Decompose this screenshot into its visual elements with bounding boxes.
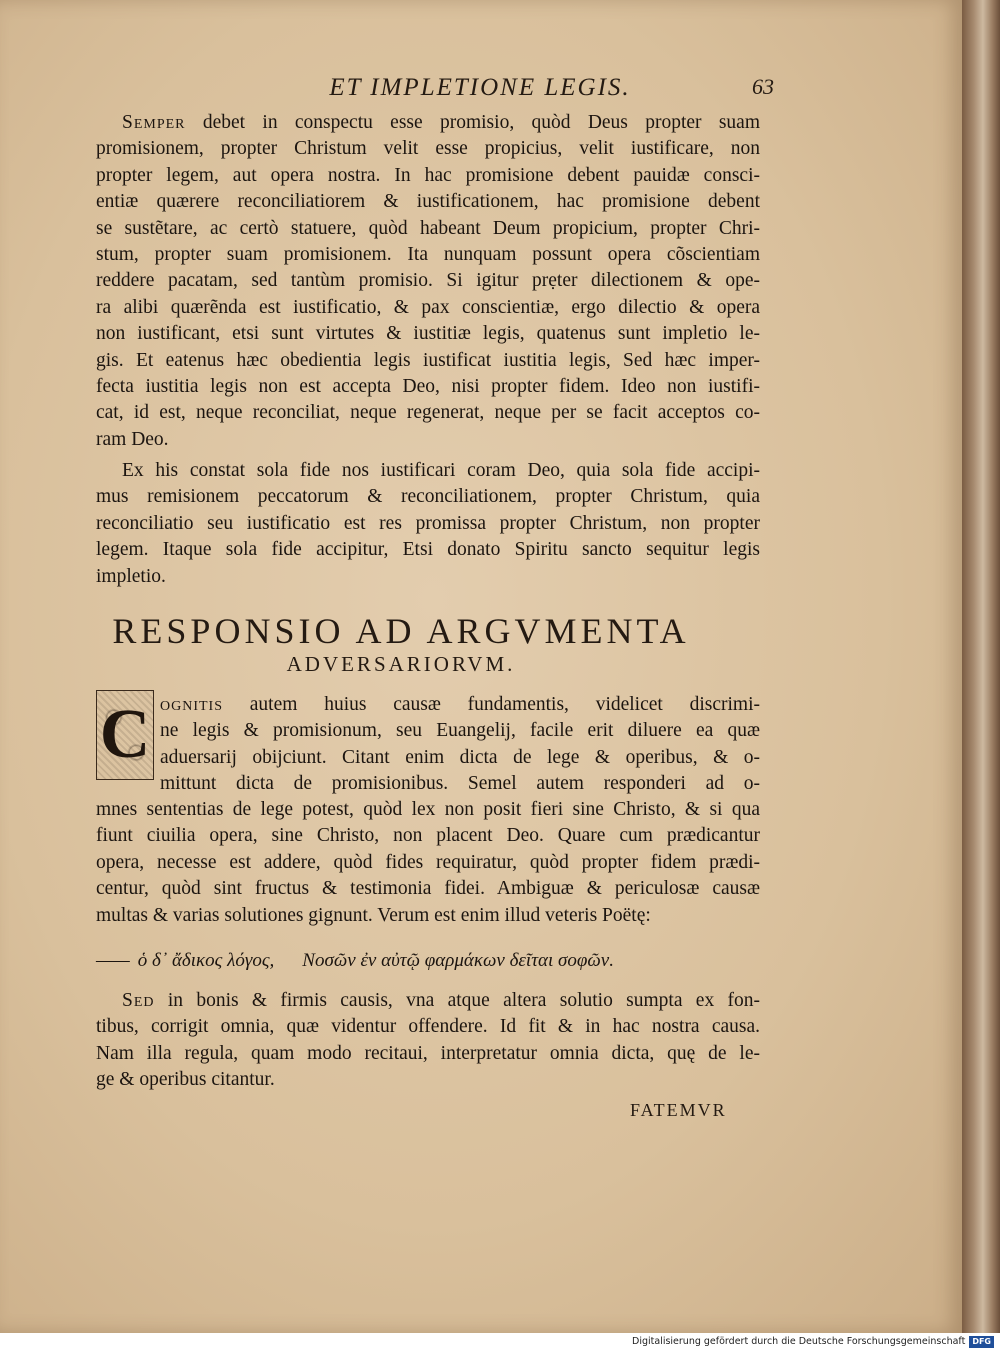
- book-spine-edge: [962, 0, 1000, 1333]
- section-heading: RESPONSIO AD ARGVMENTA: [112, 611, 690, 651]
- text-line: ne legis & promisionum, seu Euangelij, facile erit diluere ea quæ: [160, 720, 760, 742]
- lead-word: ognitis: [160, 694, 223, 715]
- paragraph-2: [96, 458, 760, 590]
- text-line: se sustẽtare, ac certò statuere, quòd habeant Deum propicium, propter Chri-: [96, 217, 760, 239]
- text-line: cat, id est, neque reconciliat, neque regenerat, neque per se facit acceptos co-: [96, 402, 760, 424]
- text-line: entiæ quærere reconciliatiorem & iustificationem, hac promisione debent: [96, 191, 760, 213]
- dfg-logo: DFG: [969, 1336, 994, 1348]
- digitization-footer: [0, 1333, 1000, 1350]
- text-line: stum, propter suam promisionem. Ita nunquam possunt opera cõscientiam: [96, 244, 760, 266]
- lead-word: Semper: [122, 112, 186, 133]
- text-line: legem. Itaque sola fide accipitur, Etsi donato Spiritu sancto sequitur legis: [96, 539, 760, 561]
- text-line: ram Deo.: [96, 428, 169, 450]
- text-line: [96, 110, 760, 136]
- line-text: autem huius causæ fundamentis, videlicet discrimi-: [249, 694, 761, 715]
- line-text: debet in conspectu esse promisio, quòd Deus propter suam: [202, 112, 760, 133]
- footer-text: Digitalisierung gefördert durch die Deutsche Forschungsgemeinschaft: [632, 1336, 966, 1347]
- decorated-initial: [96, 690, 154, 780]
- text-line: promisionem, propter Christum velit esse propicius, velit iustificare, non: [96, 138, 760, 160]
- text-line: mnes sententias de lege potest, quòd lex non posit fieri sine Christo, & si qua: [96, 799, 760, 820]
- text-line: Ex his constat sola fide nos iustificari coram Deo, quia sola fide accipi-: [122, 460, 760, 481]
- catchword: FATEMVR: [630, 1100, 727, 1120]
- text-line: mus remisionem peccatorum & reconciliationem, propter Christum, quia: [96, 486, 760, 508]
- page-number: 63: [752, 74, 774, 99]
- paragraph-4: [96, 988, 760, 1094]
- text-line: [96, 988, 760, 1014]
- greek-verse: [96, 950, 760, 972]
- text-line: [160, 692, 760, 718]
- text-line: reconciliatio seu iustificatio est res promissa propter Christum, non propter: [96, 512, 760, 534]
- initial-letter: C: [99, 696, 151, 773]
- text-line: fiunt ciuilia opera, sine Christo, non placent Deo. Quare cum prædicantur: [96, 825, 760, 847]
- text-line: ra alibi quærẽnda est iustificatio, & pax conscientiæ, ergo dilectio & opera: [96, 296, 760, 318]
- text-line: multas & varias solutiones gignunt. Verum est enim illud veteris Poëtę:: [96, 904, 651, 926]
- text-line: tibus, corrigit omnia, quæ videntur offendere. Id fit & in hac nostra causa.: [96, 1016, 760, 1038]
- text-line: non iustificant, etsi sunt virtutes & iustitiæ legis, quatenus sunt impletio le-: [96, 323, 760, 345]
- text-line: Nam illa regula, quam modo recitaui, interpretatur omnia dicta, quę de le-: [96, 1042, 760, 1064]
- text-line: centur, quòd sint fructus & testimonia fidei. Ambiguæ & periculosæ causæ: [96, 878, 760, 900]
- verse-part-1: ὁ δ᾽ ἄδικος λόγος,: [137, 950, 275, 971]
- verse-dash: ——: [96, 950, 130, 971]
- lead-word: Sed: [122, 990, 155, 1011]
- verse-part-2: Νοσῶν ἐν αὐτῷ φαρμάκων δεῖται σοφῶν.: [302, 950, 614, 971]
- section-subheading: ADVERSARIORVM.: [286, 652, 516, 676]
- text-line: aduersarij obijciunt. Citant enim dicta de lege & operibus, & o-: [160, 746, 760, 768]
- paragraph-1: [96, 110, 760, 453]
- running-head: ET IMPLETIONE LEGIS.: [329, 74, 631, 101]
- text-line: propter legem, aut opera nostra. In hac promisione debent pauidæ consci-: [96, 164, 760, 186]
- line-text: in bonis & firmis causis, vna atque altera solutio sumpta ex fon-: [167, 990, 761, 1011]
- paragraph-3-initial-lines: [160, 692, 760, 798]
- text-line: impletio.: [96, 565, 166, 587]
- text-line: gis. Et eatenus hæc obedientia legis iustificat iustitia legis, Sed hæc imper-: [96, 349, 760, 371]
- paragraph-3: [96, 797, 760, 929]
- text-line: fecta iustitia legis non est accepta Deo, nisi propter fidem. Ideo non iustifi-: [96, 376, 760, 398]
- text-line: ge & operibus citantur.: [96, 1069, 275, 1091]
- text-line: opera, necesse est addere, quòd fides requiratur, quòd propter fidem prædi-: [96, 851, 760, 873]
- text-line: mittunt dicta de promisionibus. Semel autem responderi ad o-: [160, 773, 760, 795]
- text-line: reddere pacatam, sed tantùm promisio. Si igitur prẹter dilectionem & ope-: [96, 270, 760, 292]
